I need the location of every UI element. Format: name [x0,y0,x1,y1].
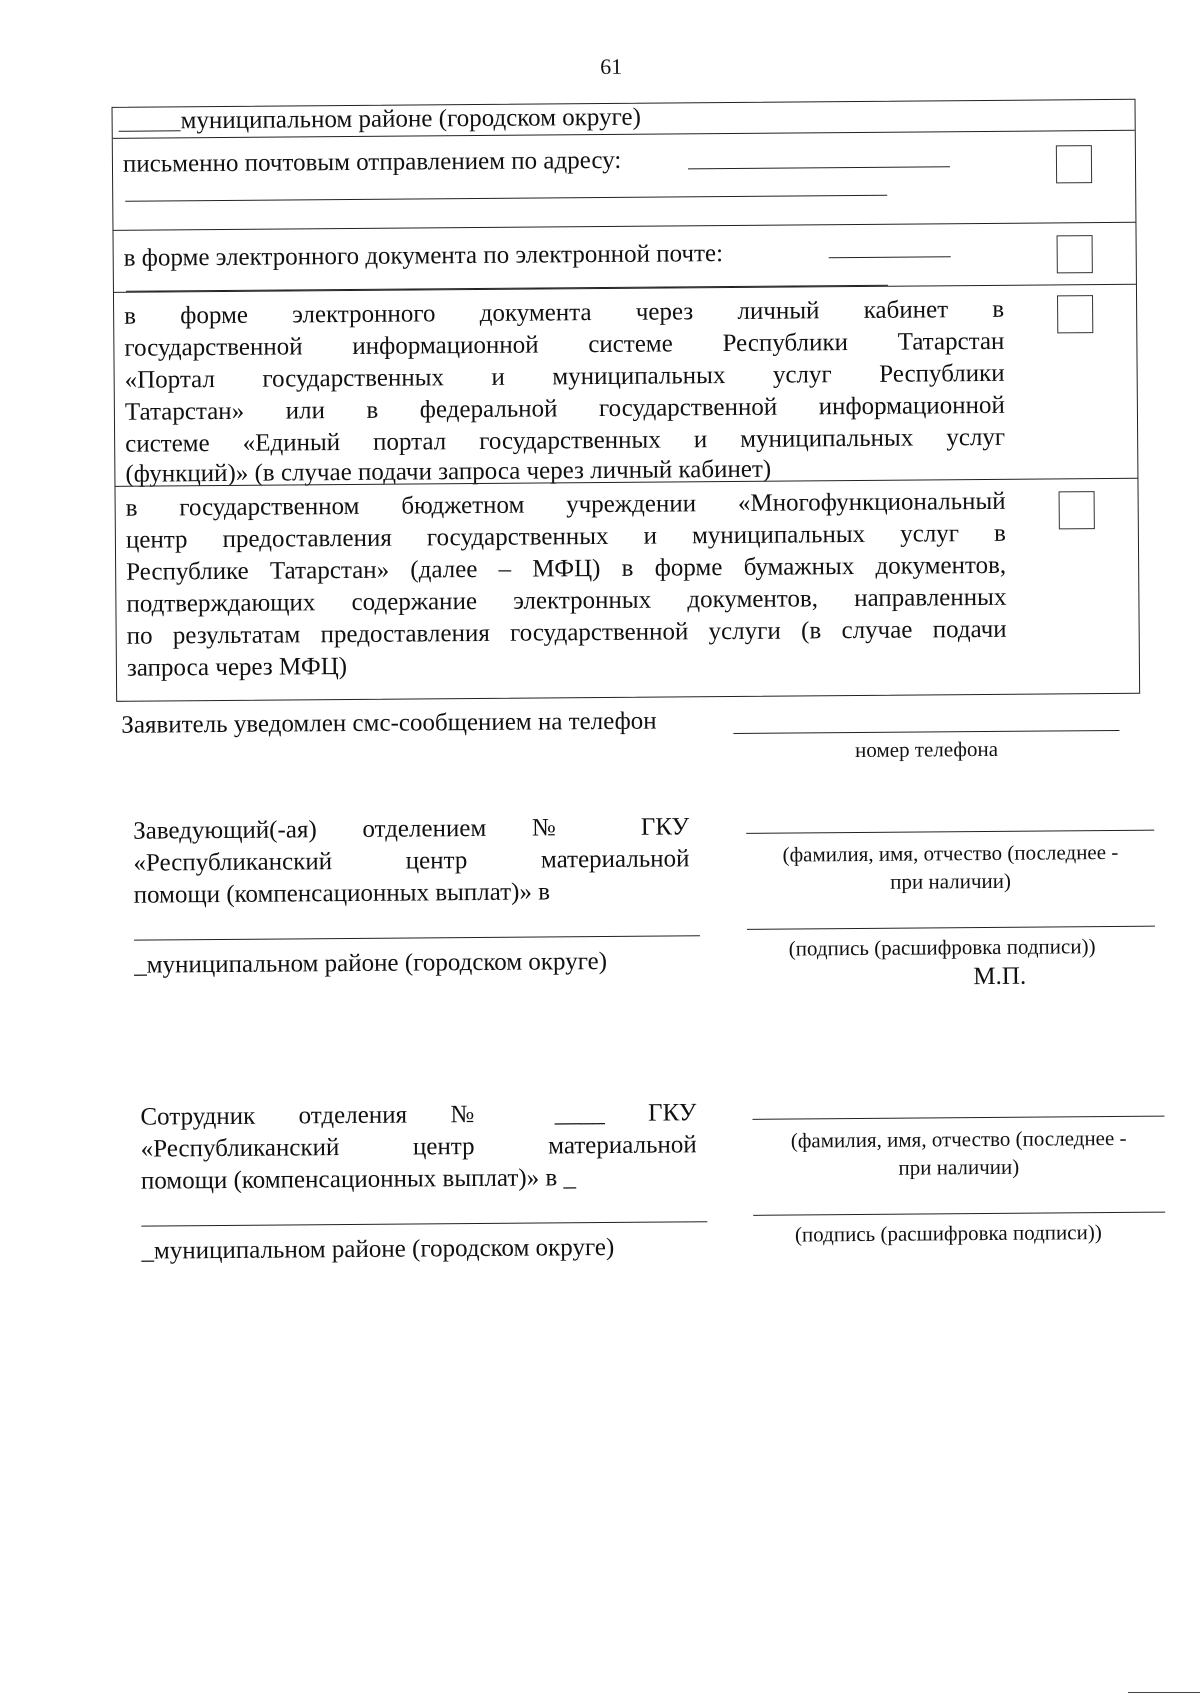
employee-fio-line[interactable] [752,1116,1164,1120]
option-mfc-line-4: подтверждающих содержание электронных документов, направленных [126,583,1007,618]
option-cabinet-line-1: в форме электронного документа через личный кабинет в [124,295,1005,330]
option-mfc-line-6: запроса через МФЦ) [126,653,348,682]
email-line-1[interactable] [829,256,951,258]
option-cabinet-line-6: (функций)» (в случае подачи запроса через личный кабинет) [125,455,772,488]
option-mfc-checkbox[interactable] [1059,491,1095,529]
employee-position-line-2: «Республиканский центр материальной [140,1131,697,1163]
head-position-line-1: Заведующий(-ая) отделением № ГКУ [133,813,690,845]
employee-position-line-3: помощи (компенсационных выплат)» в _ [140,1164,577,1195]
option-email-label: в форме электронного документа по электронной почте: [123,240,724,272]
option-cabinet-line-2: государственной информационной системе Республики Татарстан [124,327,1005,362]
delivery-options-table [112,99,1141,702]
postal-address-line-2[interactable] [125,195,887,202]
option-postal-label: письменно почтовым отправлением по адресу: [122,146,622,178]
scan-edge-mark [1128,1692,1200,1693]
employee-signature-caption: (подпись (расшифровка подписи)) [794,1220,1102,1247]
district-prefix [119,105,181,131]
option-mfc-line-5: по результатам предоставления государственной услуги (в случае подачи [126,615,1007,650]
option-cabinet-line-4: Татарстан» или в федеральной государственной информационной [124,391,1005,426]
employee-fio-caption-1: (фамилия, имя, отчество (последнее - [790,1125,1127,1153]
head-district-line[interactable] [134,935,700,940]
employee-fio-caption-2: при наличии) [898,1154,1020,1180]
page-number: 61 [600,53,623,79]
option-mfc-line-2: центр предоставления государственных и муниципальных услуг в [125,519,1006,554]
option-postal-row [113,130,1136,231]
option-cabinet-row [114,284,1137,487]
head-fio-line[interactable] [746,830,1154,834]
district-row-text: муниципальном районе (городском округе) [180,103,641,135]
head-position-line-2: «Республиканский центр материальной [133,845,690,877]
head-fio-caption-2: при наличии) [890,868,1012,894]
option-mfc-row [115,478,1139,703]
phone-number-caption: номер телефона [855,736,999,763]
option-mfc-line-3: Республике Татарстан» (далее – МФЦ) в форме бумажных документов, [126,551,1007,586]
employee-district-line[interactable] [141,1221,707,1226]
employee-position-line-1: Сотрудник отделения № ____ ГКУ [140,1099,697,1131]
option-email-checkbox[interactable] [1057,235,1093,273]
option-cabinet-line-5: системе «Единый портал государственных и муниципальных услуг [125,423,1006,458]
sms-notice-text: Заявитель уведомлен смс-сообщением на телефон [121,707,657,739]
option-email-row [113,222,1135,293]
option-mfc-line-1: в государственном бюджетном учреждении «Многофункциональный [125,487,1006,522]
stamp-mark: М.П. [973,962,1027,991]
phone-number-line[interactable] [733,730,1119,734]
option-postal-checkbox[interactable] [1056,145,1092,183]
head-fio-caption-1: (фамилия, имя, отчество (последнее - [782,839,1119,867]
option-cabinet-checkbox[interactable] [1057,295,1093,333]
head-signature-caption: (подпись (расшифровка подписи)) [788,934,1096,961]
head-position-line-3: помощи (компенсационных выплат)» в [133,878,551,909]
head-district-text: _муниципальном районе (городском округе) [134,947,608,979]
employee-district-text: _муниципальном районе (городском округе) [141,1233,615,1265]
head-signature-line[interactable] [747,926,1155,930]
employee-signature-line[interactable] [753,1212,1165,1216]
postal-address-line-1[interactable] [688,166,950,169]
option-cabinet-line-3: «Портал государственных и муниципальных услуг Республики [124,359,1005,394]
